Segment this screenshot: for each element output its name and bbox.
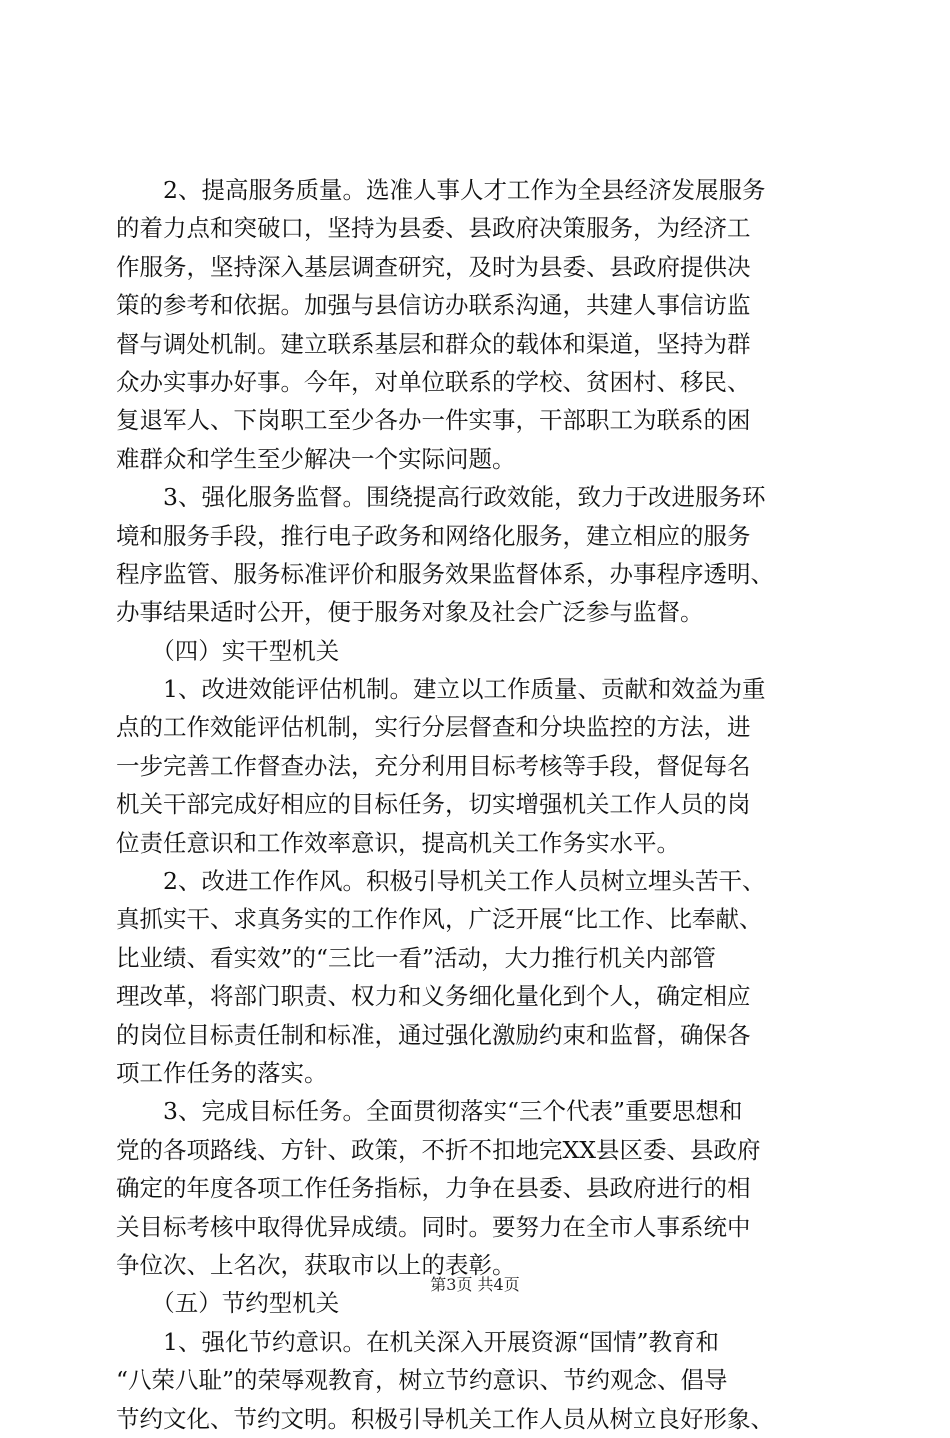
text-line: 点的工作效能评估机制，实行分层督查和分块监控的方法，进 <box>116 713 751 742</box>
text-line: 众办实事办好事。今年，对单位联系的学校、贫困村、移民、 <box>116 367 751 396</box>
text-line: 境和服务手段，推行电子政务和网络化服务，建立相应的服务 <box>116 521 751 550</box>
text-line: 3、完成目标任务。全面贯彻落实“三个代表”重要思想和 <box>116 1097 743 1126</box>
text-line: 项工作任务的落实。 <box>116 1058 328 1087</box>
page-number-label: 第3页 共4页 <box>430 1275 520 1294</box>
text-line: 3、强化服务监督。围绕提高行政效能，致力于改进服务环 <box>116 483 766 512</box>
text-line: 督与调处机制。建立联系基层和群众的载体和渠道，坚持为群 <box>116 329 751 358</box>
text-line: 程序监管、服务标准评价和服务效果监督体系，办事程序透明、 <box>116 559 774 588</box>
text-line: 比业绩、看实效”的“三比一看”活动，大力推行机关内部管 <box>116 943 717 972</box>
text-line: “八荣八耻”的荣辱观教育，树立节约意识、节约观念、倡导 <box>116 1366 728 1395</box>
text-line: 节约文化、节约文明。积极引导机关工作人员从树立良好形象、 <box>116 1404 774 1433</box>
text-line: 的着力点和突破口，坚持为县委、县政府决策服务，为经济工 <box>116 214 751 243</box>
page-footer <box>0 1275 950 1295</box>
section-heading: （五）节约型机关 <box>116 1289 340 1318</box>
text-line: 党的各项路线、方针、政策，不折不扣地完XX县区委、县政府 <box>116 1135 761 1164</box>
text-line: 难群众和学生至少解决一个实际问题。 <box>116 444 516 473</box>
text-line: 1、强化节约意识。在机关深入开展资源“国情”教育和 <box>116 1327 719 1356</box>
text-line: 的岗位目标责任制和标准，通过强化激励约束和监督，确保各 <box>116 1020 751 1049</box>
text-line: 关目标考核中取得优异成绩。同时。要努力在全市人事系统中 <box>116 1212 751 1241</box>
text-line: 理改革，将部门职责、权力和义务细化量化到个人，确定相应 <box>116 982 751 1011</box>
text-line: 位责任意识和工作效率意识，提高机关工作务实水平。 <box>116 828 680 857</box>
section-heading: （四）实干型机关 <box>116 636 340 665</box>
text-line: 一步完善工作督查办法，充分利用目标考核等手段，督促每名 <box>116 751 751 780</box>
text-line: 1、改进效能评估机制。建立以工作质量、贡献和效益为重 <box>116 675 766 704</box>
text-line: 机关干部完成好相应的目标任务，切实增强机关工作人员的岗 <box>116 790 751 819</box>
text-line: 作服务，坚持深入基层调查研究，及时为县委、县政府提供决 <box>116 252 751 281</box>
text-line: 2、提高服务质量。选准人事人才工作为全县经济发展服务 <box>116 176 766 204</box>
text-line: 确定的年度各项工作任务指标，力争在县委、县政府进行的相 <box>116 1174 751 1203</box>
text-line: 争位次、上名次，获取市以上的表彰。 <box>116 1250 516 1279</box>
text-line: 真抓实干、求真务实的工作作风，广泛开展“比工作、比奉献、 <box>116 905 763 934</box>
text-line: 2、改进工作作风。积极引导机关工作人员树立埋头苦干、 <box>116 867 766 896</box>
text-line: 复退军人、下岗职工至少各办一件实事，干部职工为联系的困 <box>116 406 751 435</box>
text-line: 办事结果适时公开，便于服务对象及社会广泛参与监督。 <box>116 598 704 627</box>
text-line: 策的参考和依据。加强与县信访办联系沟通，共建人事信访监 <box>116 291 751 320</box>
body-text <box>116 171 836 1438</box>
